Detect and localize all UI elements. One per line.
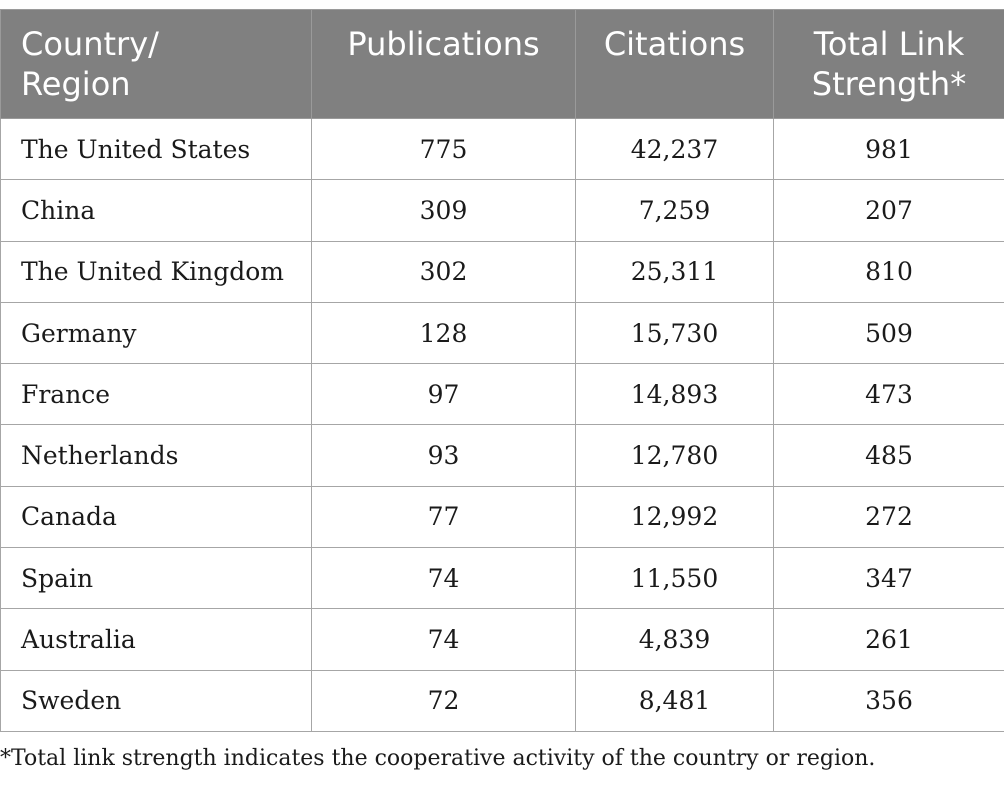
cell-total-link-strength: 272 (774, 486, 1004, 547)
cell-total-link-strength: 810 (774, 241, 1004, 302)
header-line: Total Link (813, 25, 965, 63)
cell-publications: 77 (312, 486, 576, 547)
cell-country: China (1, 180, 312, 241)
table-row (1, 302, 1004, 363)
cell-total-link-strength: 485 (774, 425, 1004, 486)
cell-total-link-strength: 347 (774, 548, 1004, 609)
table-row (1, 180, 1004, 241)
table-row (1, 486, 1004, 547)
cell-country: Sweden (1, 670, 312, 731)
header-line: Strength* (811, 65, 967, 103)
header-total-link-strength (774, 10, 1004, 119)
table-row (1, 241, 1004, 302)
header-publications (312, 10, 576, 119)
cell-citations: 12,780 (576, 425, 774, 486)
country-publications-table (0, 9, 1004, 732)
cell-publications: 74 (312, 609, 576, 670)
cell-publications: 309 (312, 180, 576, 241)
table-row (1, 425, 1004, 486)
cell-citations: 25,311 (576, 241, 774, 302)
cell-country: Germany (1, 302, 312, 363)
cell-total-link-strength: 261 (774, 609, 1004, 670)
cell-country: The United Kingdom (1, 241, 312, 302)
header-line: Region (21, 65, 131, 103)
cell-total-link-strength: 356 (774, 670, 1004, 731)
cell-citations: 12,992 (576, 486, 774, 547)
cell-citations: 11,550 (576, 548, 774, 609)
cell-country: Australia (1, 609, 312, 670)
cell-publications: 302 (312, 241, 576, 302)
country-publications-table-container (0, 9, 1004, 732)
cell-total-link-strength: 473 (774, 364, 1004, 425)
table-row (1, 548, 1004, 609)
cell-citations: 4,839 (576, 609, 774, 670)
cell-country: Canada (1, 486, 312, 547)
header-line: Citations (603, 25, 746, 63)
cell-publications: 97 (312, 364, 576, 425)
cell-country: Spain (1, 548, 312, 609)
cell-country: The United States (1, 119, 312, 180)
cell-publications: 72 (312, 670, 576, 731)
table-row (1, 119, 1004, 180)
header-citations (576, 10, 774, 119)
cell-citations: 8,481 (576, 670, 774, 731)
cell-country: France (1, 364, 312, 425)
cell-publications: 93 (312, 425, 576, 486)
cell-total-link-strength: 509 (774, 302, 1004, 363)
table-row (1, 670, 1004, 731)
header-line: Country/ (21, 25, 159, 63)
cell-total-link-strength: 207 (774, 180, 1004, 241)
table-row (1, 364, 1004, 425)
cell-publications: 128 (312, 302, 576, 363)
cell-country: Netherlands (1, 425, 312, 486)
header-country-region (1, 10, 312, 119)
table-header-row (1, 10, 1004, 119)
cell-total-link-strength: 981 (774, 119, 1004, 180)
cell-citations: 42,237 (576, 119, 774, 180)
cell-citations: 15,730 (576, 302, 774, 363)
table-footnote: *Total link strength indicates the cooperative activity of the country or region. (0, 746, 876, 771)
cell-citations: 7,259 (576, 180, 774, 241)
header-line: Publications (347, 25, 540, 63)
table-row (1, 609, 1004, 670)
cell-publications: 74 (312, 548, 576, 609)
cell-publications: 775 (312, 119, 576, 180)
cell-citations: 14,893 (576, 364, 774, 425)
